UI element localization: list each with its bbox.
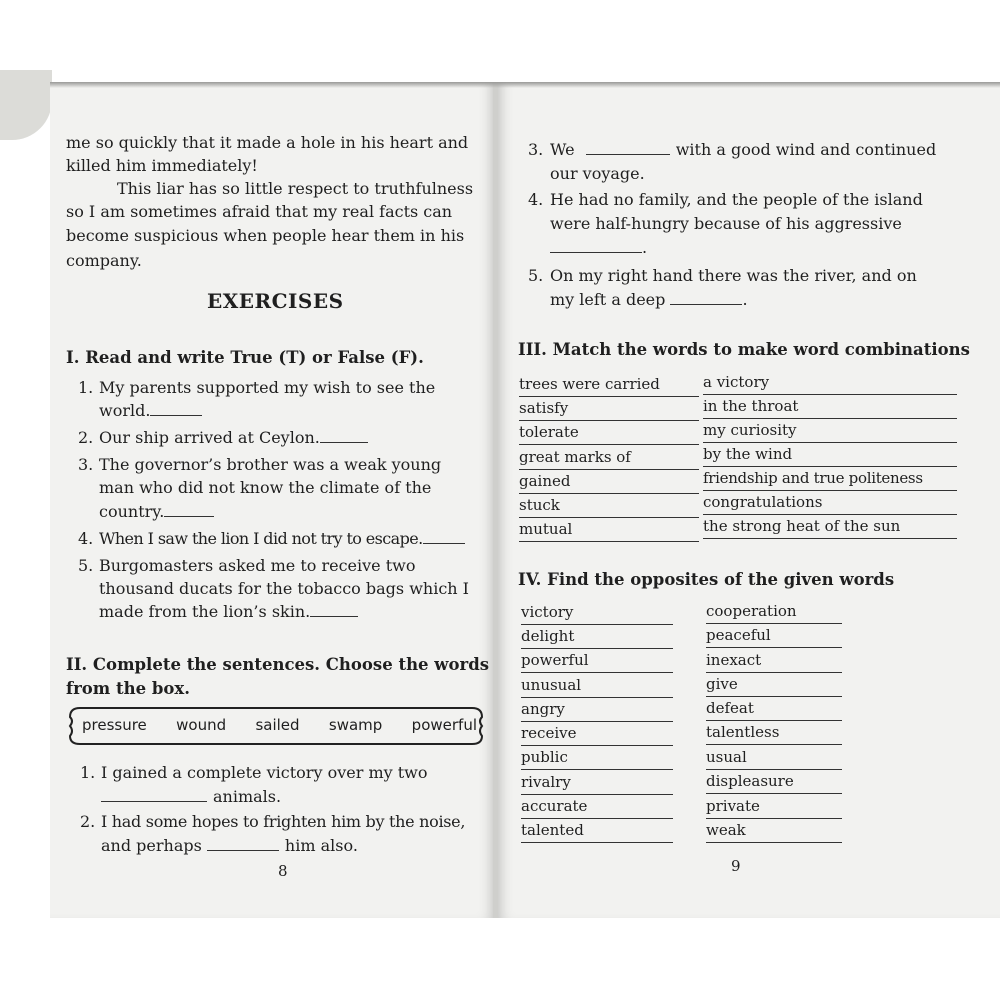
answer-blank[interactable] xyxy=(550,240,642,253)
ex1-item-number: 1. xyxy=(78,378,94,397)
opposite-left-word[interactable]: angry xyxy=(521,699,673,722)
ex2-sentence: He had no family, and the people of the island xyxy=(550,190,923,209)
ex3-heading: III. Match the words to make word combinations xyxy=(518,340,970,359)
intro-line: so I am sometimes afraid that my real facts can xyxy=(66,202,453,221)
match-right-word[interactable]: a victory xyxy=(703,372,957,395)
opposite-right-word[interactable]: defeat xyxy=(706,698,842,721)
opposite-left-word[interactable]: rivalry xyxy=(521,772,673,795)
answer-blank[interactable] xyxy=(207,838,279,851)
ex2-sentence: I gained a complete victory over my two xyxy=(101,763,428,782)
ex2-sentence: We with a good wind and continued xyxy=(550,140,937,159)
match-right-word[interactable]: by the wind xyxy=(703,444,957,467)
opposite-right-word[interactable]: cooperation xyxy=(706,601,842,624)
answer-blank[interactable] xyxy=(320,430,368,443)
match-left-word[interactable]: gained xyxy=(519,471,699,494)
ex1-item-text: The governor’s brother was a weak young xyxy=(99,455,442,474)
box-word: pressure xyxy=(82,716,147,734)
opposite-left-word[interactable]: unusual xyxy=(521,675,673,698)
ex1-item-text: country. xyxy=(99,500,214,523)
ex1-item-number: 3. xyxy=(78,455,94,474)
answer-blank[interactable] xyxy=(586,142,670,155)
opposite-right-word[interactable]: inexact xyxy=(706,650,842,673)
ex2-sentence: animals. xyxy=(101,785,281,808)
answer-blank[interactable] xyxy=(423,531,465,544)
opposite-right-word[interactable]: peaceful xyxy=(706,625,842,648)
intro-line: killed him immediately! xyxy=(66,156,258,175)
ex4-heading: IV. Find the opposites of the given words xyxy=(518,570,895,589)
opposite-right-word[interactable]: displeasure xyxy=(706,771,842,794)
opposite-right-word[interactable]: give xyxy=(706,674,842,697)
ex2-item-number: 5. xyxy=(528,266,544,285)
match-right-word[interactable]: the strong heat of the sun xyxy=(703,516,957,539)
box-word: sailed xyxy=(255,716,300,734)
match-left-word[interactable]: mutual xyxy=(519,519,699,542)
ex2-sentence: my left a deep . xyxy=(550,290,748,309)
intro-line: company. xyxy=(66,251,142,270)
opposite-left-word[interactable]: delight xyxy=(521,626,673,649)
ex1-item-text: made from the lion’s skin. xyxy=(99,600,358,623)
match-right-word[interactable]: congratulations xyxy=(703,492,957,515)
opposite-right-word[interactable]: weak xyxy=(706,820,842,843)
ex1-item-text: When I saw the lion I did not try to escape. xyxy=(99,527,465,550)
match-left-word[interactable]: great marks of xyxy=(519,447,699,470)
ex2-sentence: I had some hopes to frighten him by the noise, xyxy=(101,812,466,831)
box-word: swamp xyxy=(328,716,383,734)
answer-blank[interactable] xyxy=(164,504,214,517)
exercises-title: EXERCISES xyxy=(207,289,344,313)
opposite-left-word[interactable]: receive xyxy=(521,723,673,746)
opposite-left-word[interactable]: accurate xyxy=(521,796,673,819)
ex1-item-number: 2. xyxy=(78,428,94,447)
match-left-word[interactable]: satisfy xyxy=(519,398,699,421)
opposite-left-word[interactable]: talented xyxy=(521,820,673,843)
ex2-sentence: On my right hand there was the river, and on xyxy=(550,266,917,285)
answer-blank[interactable] xyxy=(101,789,207,802)
match-left-word[interactable]: stuck xyxy=(519,495,699,518)
ex2-item-number: 3. xyxy=(528,140,544,159)
match-right-word[interactable]: friendship and true politeness xyxy=(703,468,957,491)
ex1-item-text: world. xyxy=(99,399,202,422)
page-number: 9 xyxy=(731,857,741,875)
ex2-item-number: 2. xyxy=(80,812,96,831)
ex2-sentence: and perhaps him also. xyxy=(101,836,358,855)
ex2-heading: from the box. xyxy=(66,679,190,698)
match-right-word[interactable]: my curiosity xyxy=(703,420,957,443)
ex1-item-text: My parents supported my wish to see the xyxy=(99,378,436,397)
opposite-right-word[interactable]: usual xyxy=(706,747,842,770)
ex2-sentence: were half-hungry because of his aggressive xyxy=(550,214,902,233)
ex2-item-number: 1. xyxy=(80,763,96,782)
ex1-item-number: 5. xyxy=(78,556,94,575)
match-right-word[interactable]: in the throat xyxy=(703,396,957,419)
answer-blank[interactable] xyxy=(150,403,202,416)
opposite-left-word[interactable]: powerful xyxy=(521,650,673,673)
page-number: 8 xyxy=(278,862,288,880)
page-curl xyxy=(0,70,52,140)
intro-line: me so quickly that it made a hole in his heart and xyxy=(66,133,469,152)
answer-blank[interactable] xyxy=(670,292,742,305)
ex1-item-text: Burgomasters asked me to receive two xyxy=(99,556,416,575)
ex1-item-text: man who did not know the climate of the xyxy=(99,478,432,497)
box-word: powerful xyxy=(411,716,477,734)
book-spine xyxy=(493,82,498,918)
intro-line: This liar has so little respect to truthfulness xyxy=(117,179,474,198)
ex2-sentence: our voyage. xyxy=(550,164,645,183)
box-word: wound xyxy=(176,716,227,734)
top-edge-shadow xyxy=(50,82,1000,88)
intro-line: become suspicious when people hear them in his xyxy=(66,226,465,245)
opposite-right-word[interactable]: talentless xyxy=(706,722,842,745)
ex1-item-text: thousand ducats for the tobacco bags which I xyxy=(99,579,469,598)
ex1-item-number: 4. xyxy=(78,529,94,548)
ex2-heading: II. Complete the sentences. Choose the words xyxy=(66,655,490,674)
ex1-item-text: Our ship arrived at Ceylon. xyxy=(99,426,368,449)
answer-blank[interactable] xyxy=(310,604,358,617)
word-box xyxy=(66,705,486,747)
match-left-word[interactable]: trees were carried xyxy=(519,374,699,397)
opposite-left-word[interactable]: victory xyxy=(521,602,673,625)
opposite-left-word[interactable]: public xyxy=(521,747,673,770)
match-left-word[interactable]: tolerate xyxy=(519,422,699,445)
ex1-heading: I. Read and write True (T) or False (F). xyxy=(66,348,424,367)
opposite-right-word[interactable]: private xyxy=(706,796,842,819)
ex2-sentence: . xyxy=(550,236,647,259)
ex2-item-number: 4. xyxy=(528,190,544,209)
